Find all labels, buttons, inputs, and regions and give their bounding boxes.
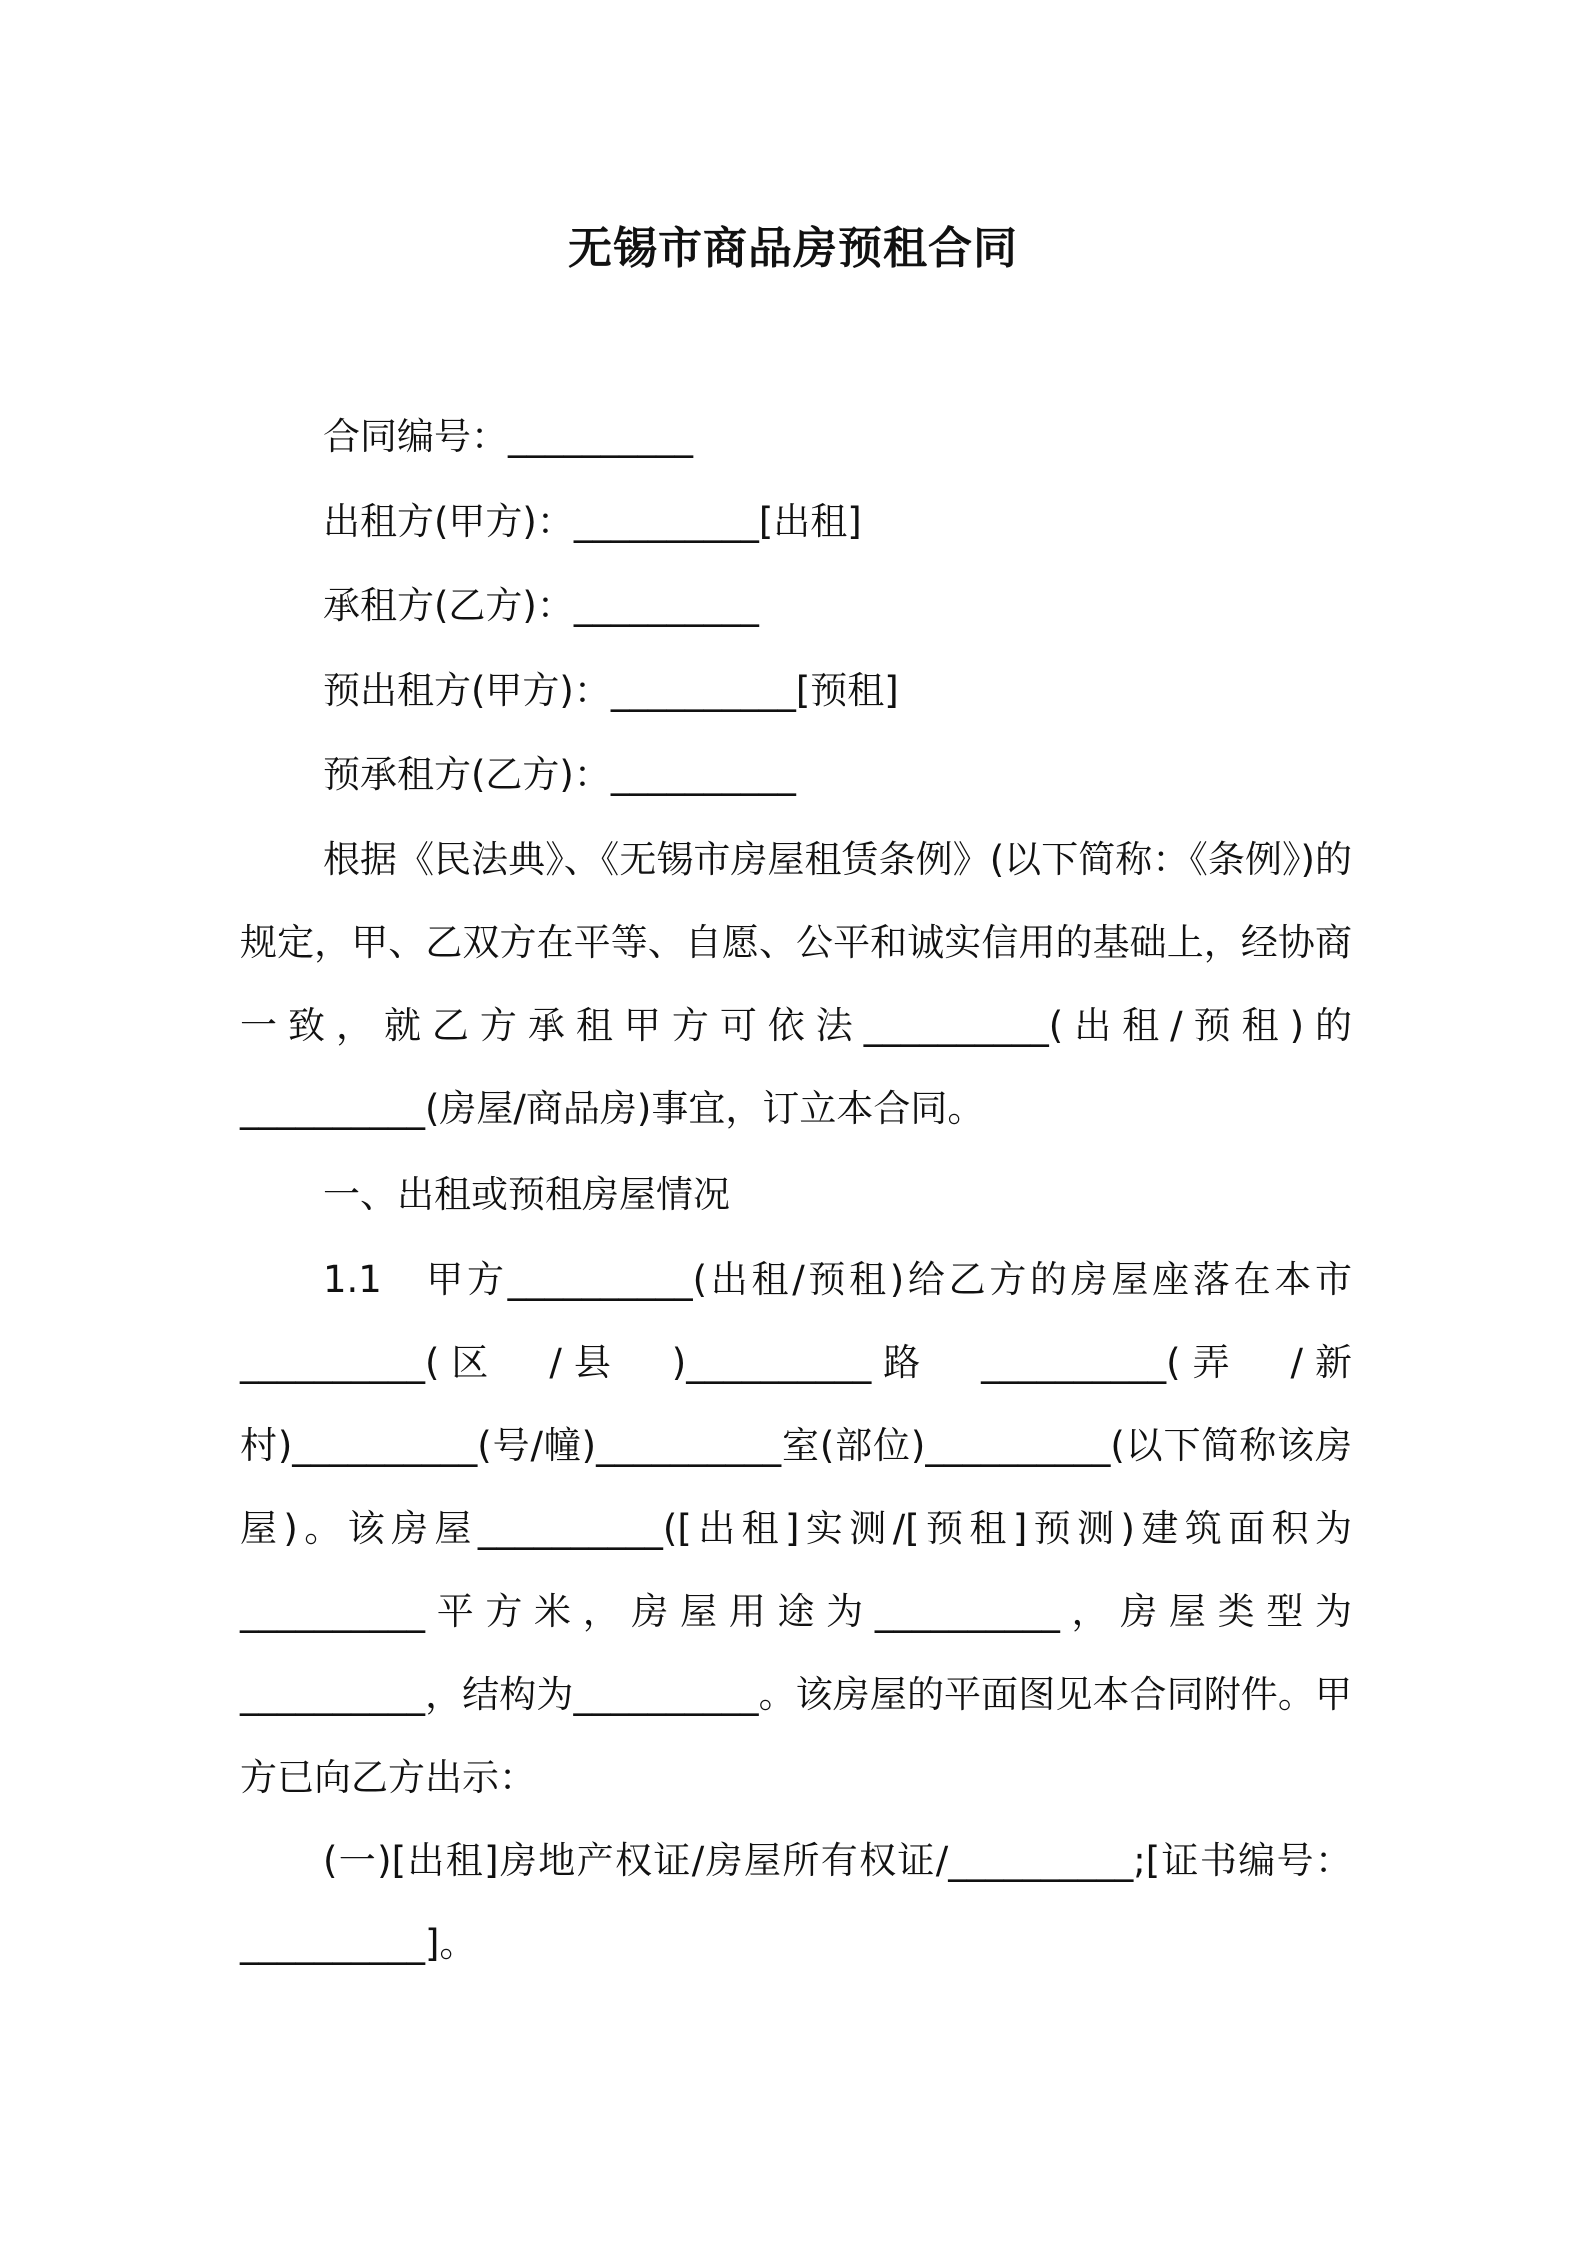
pre-lessee-field: 预承租方(乙方)：__________ [323, 753, 796, 796]
section-1-heading: 一、出租或预租房屋情况 [323, 1173, 730, 1216]
lessor-field: 出租方(甲方)：__________[出租] [323, 500, 862, 543]
preamble-block [240, 818, 1352, 1150]
contract-number-field: 合同编号：__________ [323, 415, 693, 458]
document-title: 无锡市商品房预租合同 [568, 223, 1018, 274]
clause-1-1-paragraph: 1.1 甲方__________(出租/预租)给乙方的房屋座落在本市__________(区 /县 )__________路 __________(弄 /新村)__________(号/幢)__________室(部位)__________(以下简称该房屋)。该房屋__________([出租]实测/[预租]预测)建筑面积为__________平方米，房屋用途为__________，房屋类型为__________，结构为__________。该房屋的平面图见本合同附件。甲方已向乙方出示： [240, 1258, 1352, 1799]
pre-lessor-field: 预出租方(甲方)：__________[预租] [323, 669, 899, 712]
clause-1-1-block [240, 1238, 1352, 1985]
preamble-paragraph: 根据《民法典》、《无锡市房屋租赁条例》(以下简称：《条例》)的规定，甲、乙双方在平等、自愿、公平和诚实信用的基础上，经协商一致，就乙方承租甲方可依法__________(出租/预租)的__________(房屋/商品房)事宜，订立本合同。 [240, 838, 1352, 1130]
lessee-field: 承租方(乙方)：__________ [323, 584, 759, 627]
clause-1-1-item-1: (一)[出租]房地产权证/房屋所有权证/__________;[证书编号：__________]。 [240, 1839, 1352, 1965]
